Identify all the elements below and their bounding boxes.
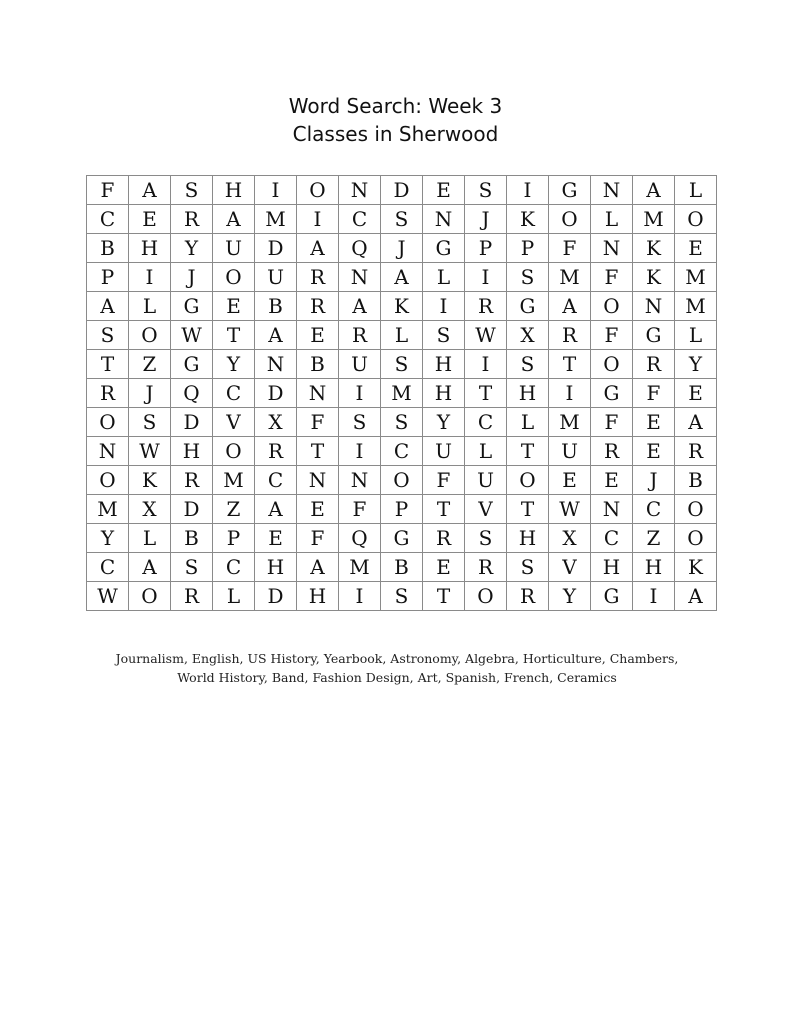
grid-cell: G xyxy=(381,524,423,553)
grid-cell: C xyxy=(87,205,129,234)
grid-cell: V xyxy=(549,553,591,582)
grid-cell: Q xyxy=(339,524,381,553)
grid-cell: M xyxy=(549,263,591,292)
grid-cell: O xyxy=(213,437,255,466)
grid-cell: J xyxy=(465,205,507,234)
grid-cell: E xyxy=(591,466,633,495)
grid-cell: C xyxy=(87,553,129,582)
grid-cell: C xyxy=(465,408,507,437)
grid-cell: S xyxy=(381,408,423,437)
word-list-line-2: World History, Band, Fashion Design, Art, Spanish, French, Ceramics xyxy=(177,670,617,685)
grid-cell: L xyxy=(213,582,255,611)
grid-cell: G xyxy=(591,582,633,611)
grid-cell: W xyxy=(129,437,171,466)
grid-cell: T xyxy=(87,350,129,379)
grid-cell: V xyxy=(465,495,507,524)
grid-cell: O xyxy=(87,466,129,495)
grid-cell: H xyxy=(255,553,297,582)
grid-cell: L xyxy=(423,263,465,292)
grid-cell: Z xyxy=(129,350,171,379)
grid-cell: C xyxy=(591,524,633,553)
grid-row xyxy=(87,408,717,437)
grid-cell: N xyxy=(339,466,381,495)
grid-cell: E xyxy=(297,321,339,350)
grid-cell: G xyxy=(171,350,213,379)
grid-cell: I xyxy=(339,582,381,611)
grid-cell: R xyxy=(255,437,297,466)
grid-cell: S xyxy=(381,350,423,379)
grid-cell: A xyxy=(297,234,339,263)
grid-cell: A xyxy=(129,553,171,582)
grid-cell: D xyxy=(255,379,297,408)
grid-cell: U xyxy=(339,350,381,379)
grid-cell: H xyxy=(297,582,339,611)
grid-cell: L xyxy=(675,176,717,205)
grid-cell: S xyxy=(171,553,213,582)
grid-cell: S xyxy=(507,553,549,582)
grid-cell: Y xyxy=(171,234,213,263)
grid-cell: O xyxy=(675,495,717,524)
grid-row xyxy=(87,263,717,292)
grid-cell: I xyxy=(507,176,549,205)
grid-cell: Z xyxy=(633,524,675,553)
grid-cell: S xyxy=(423,321,465,350)
grid-cell: S xyxy=(507,350,549,379)
grid-cell: O xyxy=(87,408,129,437)
grid-cell: L xyxy=(675,321,717,350)
grid-cell: A xyxy=(129,176,171,205)
grid-cell: R xyxy=(591,437,633,466)
grid-cell: A xyxy=(297,553,339,582)
grid-cell: I xyxy=(465,263,507,292)
grid-cell: B xyxy=(675,466,717,495)
grid-cell: M xyxy=(87,495,129,524)
grid-cell: O xyxy=(549,205,591,234)
grid-row xyxy=(87,495,717,524)
grid-cell: R xyxy=(423,524,465,553)
grid-cell: S xyxy=(465,524,507,553)
grid-cell: Y xyxy=(213,350,255,379)
grid-cell: R xyxy=(507,582,549,611)
grid-cell: G xyxy=(591,379,633,408)
grid-cell: A xyxy=(255,321,297,350)
grid-cell: C xyxy=(633,495,675,524)
grid-cell: N xyxy=(297,379,339,408)
grid-cell: I xyxy=(423,292,465,321)
grid-cell: S xyxy=(339,408,381,437)
grid-cell: L xyxy=(381,321,423,350)
grid-cell: F xyxy=(423,466,465,495)
grid-cell: K xyxy=(633,234,675,263)
grid-cell: H xyxy=(633,553,675,582)
grid-cell: E xyxy=(213,292,255,321)
grid-cell: R xyxy=(549,321,591,350)
grid-cell: F xyxy=(297,524,339,553)
grid-row xyxy=(87,553,717,582)
grid-cell: H xyxy=(591,553,633,582)
grid-cell: M xyxy=(213,466,255,495)
grid-cell: T xyxy=(297,437,339,466)
grid-cell: T xyxy=(507,495,549,524)
grid-cell: F xyxy=(87,176,129,205)
grid-cell: D xyxy=(255,234,297,263)
grid-cell: C xyxy=(339,205,381,234)
grid-cell: T xyxy=(465,379,507,408)
grid-cell: O xyxy=(507,466,549,495)
grid-cell: L xyxy=(465,437,507,466)
word-list-line-1: Journalism, English, US History, Yearbook, Astronomy, Algebra, Horticulture, Chambers, xyxy=(115,651,679,666)
grid-cell: S xyxy=(381,582,423,611)
grid-cell: H xyxy=(507,379,549,408)
grid-cell: F xyxy=(339,495,381,524)
grid-cell: D xyxy=(171,408,213,437)
letter-grid xyxy=(86,175,717,611)
grid-cell: T xyxy=(213,321,255,350)
grid-cell: I xyxy=(549,379,591,408)
grid-cell: W xyxy=(87,582,129,611)
grid-cell: E xyxy=(423,553,465,582)
grid-row xyxy=(87,292,717,321)
grid-cell: O xyxy=(129,321,171,350)
grid-cell: N xyxy=(339,263,381,292)
grid-cell: J xyxy=(129,379,171,408)
grid-cell: K xyxy=(507,205,549,234)
grid-cell: D xyxy=(255,582,297,611)
grid-cell: E xyxy=(633,437,675,466)
grid-cell: I xyxy=(465,350,507,379)
page-title xyxy=(0,92,791,148)
grid-cell: R xyxy=(171,466,213,495)
grid-cell: R xyxy=(633,350,675,379)
grid-cell: A xyxy=(633,176,675,205)
grid-cell: J xyxy=(381,234,423,263)
grid-cell: O xyxy=(213,263,255,292)
grid-cell: A xyxy=(381,263,423,292)
grid-cell: C xyxy=(255,466,297,495)
grid-cell: D xyxy=(381,176,423,205)
grid-cell: X xyxy=(507,321,549,350)
grid-cell: N xyxy=(297,466,339,495)
grid-cell: B xyxy=(87,234,129,263)
grid-cell: H xyxy=(423,379,465,408)
grid-cell: N xyxy=(87,437,129,466)
grid-cell: U xyxy=(465,466,507,495)
grid-cell: H xyxy=(423,350,465,379)
grid-cell: L xyxy=(591,205,633,234)
grid-cell: M xyxy=(339,553,381,582)
grid-cell: R xyxy=(171,582,213,611)
grid-cell: E xyxy=(255,524,297,553)
grid-row xyxy=(87,379,717,408)
grid-cell: I xyxy=(633,582,675,611)
grid-cell: E xyxy=(675,234,717,263)
grid-cell: U xyxy=(549,437,591,466)
grid-cell: F xyxy=(591,408,633,437)
grid-cell: Y xyxy=(549,582,591,611)
grid-cell: N xyxy=(255,350,297,379)
grid-cell: R xyxy=(171,205,213,234)
grid-cell: X xyxy=(255,408,297,437)
grid-cell: F xyxy=(297,408,339,437)
grid-cell: K xyxy=(675,553,717,582)
grid-cell: S xyxy=(381,205,423,234)
grid-cell: Y xyxy=(423,408,465,437)
grid-cell: Y xyxy=(87,524,129,553)
grid-cell: S xyxy=(87,321,129,350)
grid-cell: M xyxy=(255,205,297,234)
grid-cell: I xyxy=(129,263,171,292)
grid-cell: R xyxy=(675,437,717,466)
grid-cell: D xyxy=(171,495,213,524)
grid-cell: R xyxy=(339,321,381,350)
grid-cell: T xyxy=(549,350,591,379)
grid-cell: F xyxy=(591,321,633,350)
grid-cell: I xyxy=(297,205,339,234)
grid-cell: O xyxy=(297,176,339,205)
grid-cell: N xyxy=(591,234,633,263)
grid-cell: S xyxy=(507,263,549,292)
grid-cell: H xyxy=(171,437,213,466)
grid-cell: A xyxy=(213,205,255,234)
grid-row xyxy=(87,437,717,466)
grid-cell: N xyxy=(591,495,633,524)
grid-cell: P xyxy=(381,495,423,524)
grid-cell: R xyxy=(297,263,339,292)
grid-cell: R xyxy=(465,553,507,582)
grid-row xyxy=(87,205,717,234)
grid-cell: N xyxy=(339,176,381,205)
grid-cell: P xyxy=(507,234,549,263)
grid-cell: T xyxy=(507,437,549,466)
grid-row xyxy=(87,466,717,495)
grid-cell: W xyxy=(549,495,591,524)
grid-cell: G xyxy=(507,292,549,321)
title-line-2: Classes in Sherwood xyxy=(292,122,499,146)
grid-cell: T xyxy=(423,495,465,524)
grid-cell: J xyxy=(171,263,213,292)
grid-cell: U xyxy=(423,437,465,466)
grid-cell: A xyxy=(675,408,717,437)
grid-cell: O xyxy=(129,582,171,611)
grid-cell: A xyxy=(255,495,297,524)
grid-cell: A xyxy=(87,292,129,321)
grid-cell: H xyxy=(213,176,255,205)
grid-cell: M xyxy=(549,408,591,437)
grid-cell: G xyxy=(171,292,213,321)
grid-cell: A xyxy=(339,292,381,321)
grid-cell: N xyxy=(423,205,465,234)
grid-cell: E xyxy=(423,176,465,205)
grid-cell: M xyxy=(633,205,675,234)
grid-cell: U xyxy=(255,263,297,292)
grid-cell: S xyxy=(129,408,171,437)
grid-cell: A xyxy=(675,582,717,611)
grid-cell: E xyxy=(297,495,339,524)
word-list xyxy=(86,649,708,687)
grid-cell: I xyxy=(339,437,381,466)
grid-cell: O xyxy=(465,582,507,611)
grid-row xyxy=(87,321,717,350)
grid-cell: R xyxy=(87,379,129,408)
grid-cell: K xyxy=(633,263,675,292)
title-line-1: Word Search: Week 3 xyxy=(288,94,503,118)
grid-cell: G xyxy=(423,234,465,263)
grid-cell: X xyxy=(129,495,171,524)
grid-cell: S xyxy=(171,176,213,205)
grid-cell: B xyxy=(381,553,423,582)
grid-cell: V xyxy=(213,408,255,437)
grid-cell: E xyxy=(675,379,717,408)
grid-cell: P xyxy=(87,263,129,292)
grid-cell: M xyxy=(381,379,423,408)
grid-cell: N xyxy=(633,292,675,321)
grid-cell: B xyxy=(255,292,297,321)
grid-cell: E xyxy=(129,205,171,234)
grid-cell: W xyxy=(171,321,213,350)
grid-cell: E xyxy=(633,408,675,437)
grid-cell: X xyxy=(549,524,591,553)
grid-cell: R xyxy=(465,292,507,321)
grid-cell: G xyxy=(549,176,591,205)
grid-cell: E xyxy=(549,466,591,495)
grid-cell: L xyxy=(507,408,549,437)
grid-cell: F xyxy=(591,263,633,292)
grid-cell: B xyxy=(297,350,339,379)
grid-row xyxy=(87,582,717,611)
grid-row xyxy=(87,524,717,553)
grid-cell: I xyxy=(339,379,381,408)
grid-cell: O xyxy=(381,466,423,495)
grid-cell: M xyxy=(675,263,717,292)
grid-cell: F xyxy=(549,234,591,263)
grid-cell: M xyxy=(675,292,717,321)
grid-cell: P xyxy=(213,524,255,553)
grid-cell: O xyxy=(591,350,633,379)
grid-cell: W xyxy=(465,321,507,350)
grid-cell: B xyxy=(171,524,213,553)
grid-cell: J xyxy=(633,466,675,495)
grid-cell: C xyxy=(213,553,255,582)
grid-cell: L xyxy=(129,524,171,553)
grid-row xyxy=(87,350,717,379)
grid-cell: O xyxy=(675,205,717,234)
grid-cell: T xyxy=(423,582,465,611)
grid-cell: C xyxy=(381,437,423,466)
word-search-grid xyxy=(86,175,708,611)
grid-cell: P xyxy=(465,234,507,263)
grid-cell: C xyxy=(213,379,255,408)
grid-row xyxy=(87,234,717,263)
grid-cell: N xyxy=(591,176,633,205)
grid-cell: G xyxy=(633,321,675,350)
grid-cell: K xyxy=(381,292,423,321)
grid-cell: Q xyxy=(339,234,381,263)
grid-cell: O xyxy=(591,292,633,321)
grid-cell: H xyxy=(507,524,549,553)
grid-cell: A xyxy=(549,292,591,321)
grid-cell: Q xyxy=(171,379,213,408)
grid-cell: Z xyxy=(213,495,255,524)
grid-cell: O xyxy=(675,524,717,553)
grid-cell: H xyxy=(129,234,171,263)
grid-cell: K xyxy=(129,466,171,495)
grid-cell: S xyxy=(465,176,507,205)
grid-cell: I xyxy=(255,176,297,205)
grid-cell: U xyxy=(213,234,255,263)
grid-cell: Y xyxy=(675,350,717,379)
grid-row xyxy=(87,176,717,205)
grid-cell: L xyxy=(129,292,171,321)
grid-cell: R xyxy=(297,292,339,321)
grid-cell: F xyxy=(633,379,675,408)
